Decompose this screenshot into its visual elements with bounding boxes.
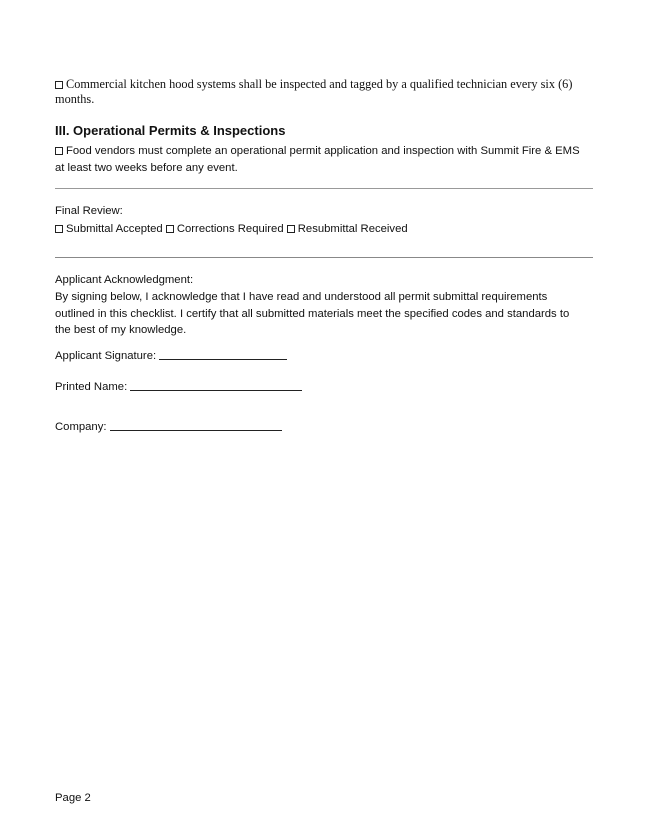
final-review-label: Final Review: (55, 205, 123, 217)
printed-name-line[interactable] (130, 379, 302, 391)
submittal-accepted-label: Submittal Accepted (66, 223, 163, 235)
divider-top (55, 188, 593, 189)
resubmittal-received-label: Resubmittal Received (297, 223, 408, 235)
corrections-required-checkbox[interactable] (166, 225, 174, 233)
company-field (55, 419, 595, 436)
hood-inspection-text: Commercial kitchen hood systems shall be inspected and tagged by a qualified technician every six (6) months. (55, 77, 573, 106)
hood-inspection-checkbox[interactable] (55, 81, 63, 89)
section-heading-operational-permits: III. Operational Permits & Inspections (55, 123, 286, 138)
acknowledgment-title: Applicant Acknowledgment: (55, 274, 194, 286)
final-review-options (55, 221, 595, 238)
applicant-signature-field (55, 348, 595, 365)
printed-name-field (55, 379, 595, 396)
page-number: Page 2 (55, 792, 91, 804)
printed-name-label: Printed Name: (55, 381, 128, 393)
company-label: Company: (55, 421, 107, 433)
submittal-accepted-checkbox[interactable] (55, 225, 63, 233)
food-vendor-checkbox[interactable] (55, 147, 63, 155)
resubmittal-received-checkbox[interactable] (287, 225, 295, 233)
hood-inspection-item (55, 77, 590, 107)
applicant-signature-label: Applicant Signature: (55, 350, 157, 362)
divider-bottom (55, 257, 593, 258)
applicant-signature-line[interactable] (159, 348, 287, 360)
acknowledgment-text: By signing below, I acknowledge that I have read and understood all permit submittal requirements outlined in this checklist. I certify that all submitted materials meet the specified codes and standards to the best of my knowledge. (55, 291, 570, 336)
corrections-required-label: Corrections Required (176, 223, 284, 235)
food-vendor-item (55, 143, 590, 176)
food-vendor-text: Food vendors must complete an operational permit application and inspection with Summit Fire & EMS at least two weeks before any event. (55, 145, 580, 174)
company-line[interactable] (110, 419, 282, 431)
